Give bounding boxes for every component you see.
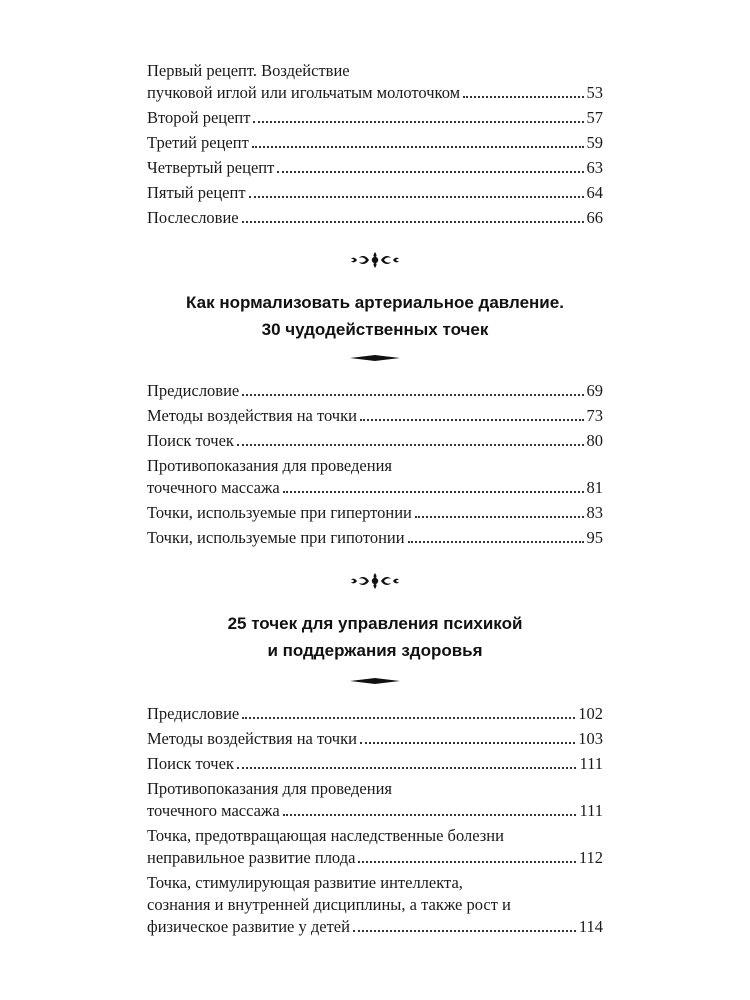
toc-entry-title: Четвертый рецепт — [147, 158, 275, 177]
dot-leader — [408, 541, 584, 543]
toc-entry[interactable] — [147, 872, 603, 938]
toc-section-1 — [147, 60, 603, 232]
dot-leader — [242, 394, 583, 396]
toc-entry[interactable] — [147, 753, 603, 775]
dot-leader — [252, 146, 584, 148]
dot-leader — [253, 121, 583, 123]
dot-leader — [353, 930, 576, 932]
toc-entry-title: точечного массажа — [147, 801, 280, 820]
toc-entry-title: Поиск точек — [147, 431, 234, 450]
toc-page-number: 111 — [579, 754, 603, 773]
heading-line: 30 чудодейственных точек — [261, 320, 489, 339]
toc-entry-title: Методы воздействия на точки — [147, 406, 357, 425]
toc-entry[interactable] — [147, 728, 603, 750]
toc-page-number: 111 — [579, 801, 603, 820]
toc-entry-title: Точка, стимулирующая развитие интеллекта, — [147, 873, 463, 892]
toc-page-number: 80 — [586, 431, 603, 450]
toc-section-3 — [147, 703, 603, 941]
floral-ornament-icon — [147, 249, 603, 271]
toc-entry[interactable] — [147, 703, 603, 725]
toc-entry-title: Послесловие — [147, 208, 239, 227]
toc-entry[interactable] — [147, 132, 603, 154]
toc-page-number: 83 — [586, 503, 603, 522]
dot-leader — [415, 516, 584, 518]
toc-page-number: 53 — [586, 83, 603, 102]
dot-leader — [360, 742, 575, 744]
toc-entry-title: Точки, используемые при гипертонии — [147, 503, 412, 522]
toc-page-number: 114 — [578, 917, 603, 936]
toc-entry-title: Второй рецепт — [147, 108, 251, 127]
heading-line: Как нормализовать артериальное давление. — [186, 293, 564, 312]
toc-entry[interactable] — [147, 107, 603, 129]
toc-entry[interactable] — [147, 455, 603, 499]
toc-entry[interactable] — [147, 182, 603, 204]
toc-entry-title: Поиск точек — [147, 754, 234, 773]
toc-entry[interactable] — [147, 527, 603, 549]
toc-entry-title: Точка, предотвращающая наследственные болезни — [147, 826, 504, 845]
toc-entry[interactable] — [147, 825, 603, 869]
toc-page-number: 59 — [586, 133, 603, 152]
dot-leader — [242, 221, 584, 223]
dot-leader — [237, 444, 584, 446]
toc-entry-title: Противопоказания для проведения — [147, 779, 392, 798]
toc-entry[interactable] — [147, 157, 603, 179]
dot-leader — [283, 814, 577, 816]
section-heading-blood-pressure — [147, 289, 603, 343]
toc-entry-title: неправильное развитие плода — [147, 848, 356, 867]
dot-leader — [283, 491, 584, 493]
toc-entry[interactable] — [147, 60, 603, 104]
section-heading-psyche — [147, 610, 603, 664]
dot-leader — [277, 171, 583, 173]
toc-entry-title: пучковой иглой или игольчатым молоточком — [147, 83, 461, 102]
dot-leader — [237, 767, 577, 769]
dot-leader — [358, 861, 575, 863]
toc-page-number: 102 — [578, 704, 603, 723]
toc-entry-title: Третий рецепт — [147, 133, 249, 152]
dot-leader — [249, 196, 584, 198]
toc-entry-title: точечного массажа — [147, 478, 280, 497]
toc-page-number: 95 — [586, 528, 603, 547]
toc-page-number: 112 — [578, 848, 603, 867]
toc-page-number: 66 — [586, 208, 603, 227]
toc-entry-title: Предисловие — [147, 704, 240, 723]
toc-entry[interactable] — [147, 778, 603, 822]
toc-entry[interactable] — [147, 380, 603, 402]
toc-page-number: 73 — [586, 406, 603, 425]
dot-leader — [242, 717, 575, 719]
toc-page-number: 103 — [578, 729, 603, 748]
toc-page-number: 81 — [586, 478, 603, 497]
toc-entry-title: Противопоказания для проведения — [147, 456, 392, 475]
toc-entry-title: физическое развитие у детей — [147, 917, 350, 936]
toc-entry-title: Первый рецепт. Воздействие — [147, 61, 350, 80]
toc-entry-title: Методы воздействия на точки — [147, 729, 357, 748]
toc-entry-title: сознания и внутренней дисциплины, а также рост и — [147, 895, 511, 914]
toc-entry[interactable] — [147, 207, 603, 229]
heading-line: и поддержания здоровья — [267, 641, 483, 660]
floral-ornament-icon — [147, 570, 603, 592]
heading-line: 25 точек для управления психикой — [227, 614, 523, 633]
toc-entry-title: Пятый рецепт — [147, 183, 246, 202]
toc-page-number: 63 — [586, 158, 603, 177]
toc-page-number: 64 — [586, 183, 603, 202]
toc-entry-title: Предисловие — [147, 381, 240, 400]
toc-entry[interactable] — [147, 405, 603, 427]
diamond-rule-icon — [147, 353, 603, 363]
diamond-rule-icon — [147, 676, 603, 686]
dot-leader — [463, 96, 583, 98]
toc-entry[interactable] — [147, 502, 603, 524]
dot-leader — [360, 419, 584, 421]
toc-entry[interactable] — [147, 430, 603, 452]
toc-entry-title: Точки, используемые при гипотонии — [147, 528, 405, 547]
toc-page-number: 57 — [586, 108, 603, 127]
toc-page-number: 69 — [586, 381, 603, 400]
toc-section-2 — [147, 380, 603, 552]
